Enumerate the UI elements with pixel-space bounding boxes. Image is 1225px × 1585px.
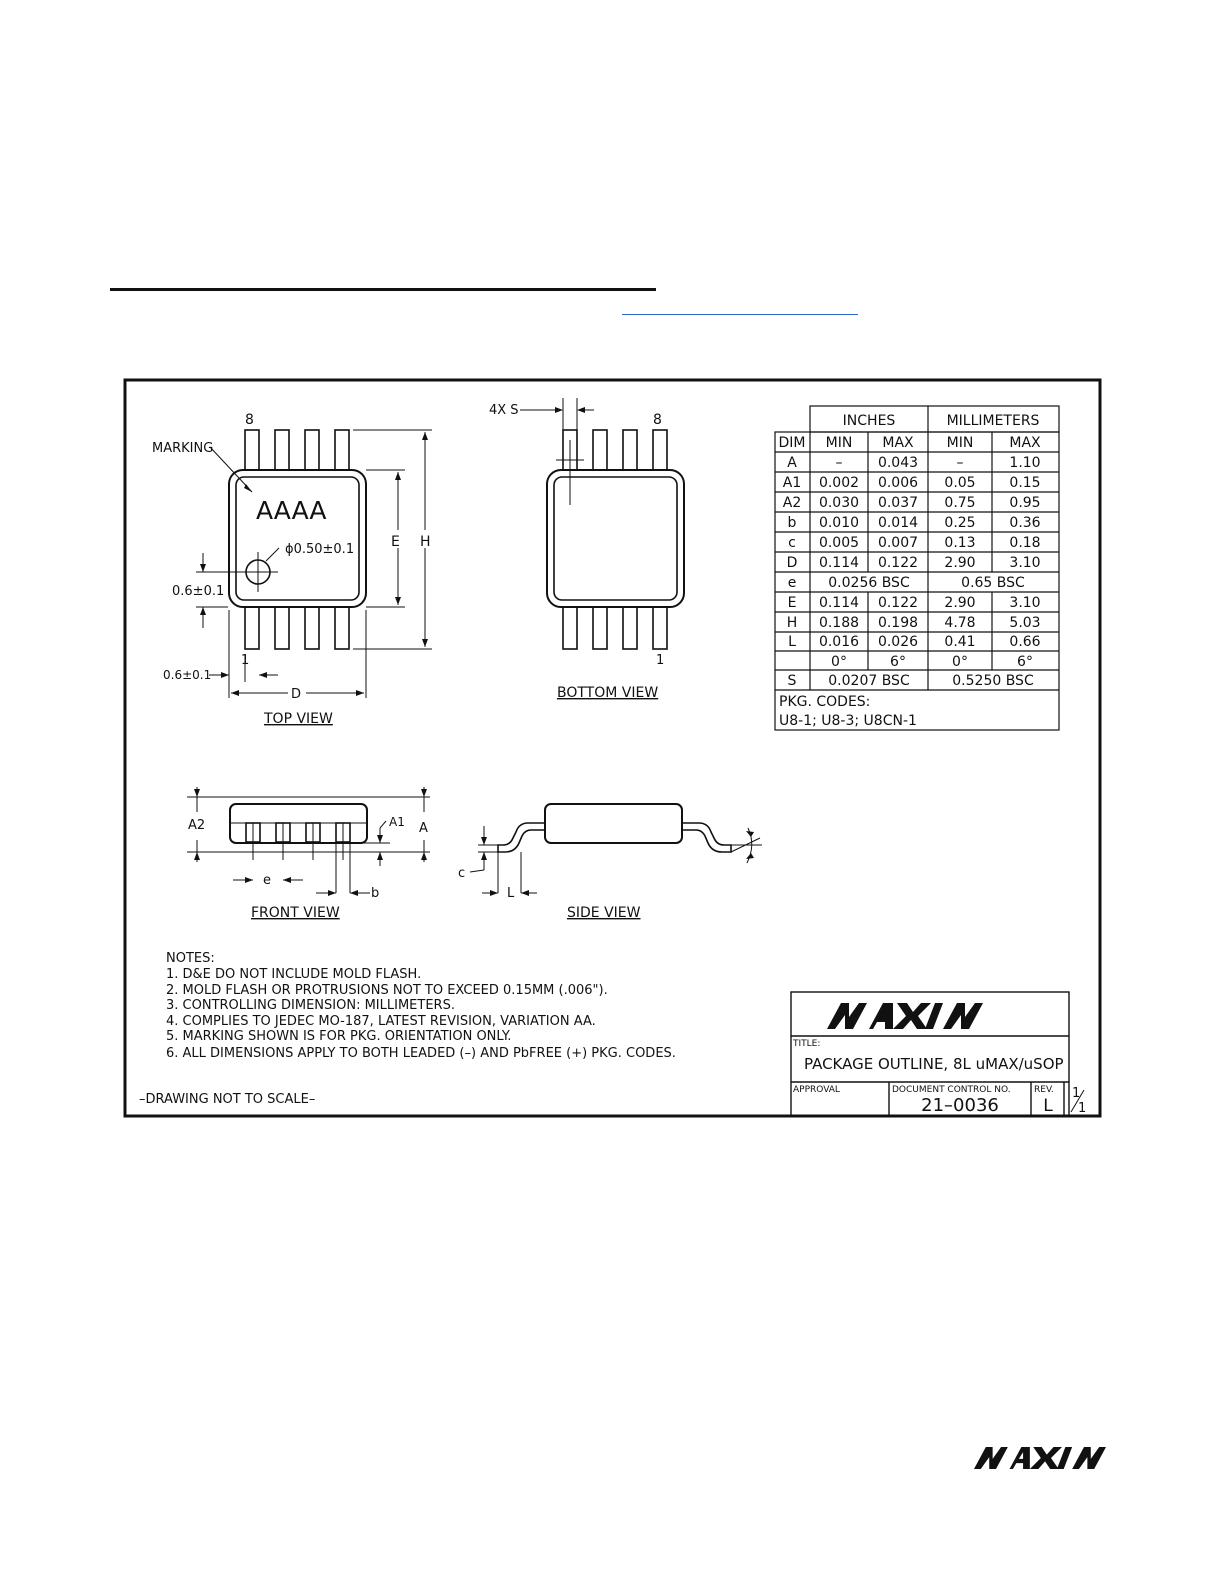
table-cell: E <box>787 595 797 611</box>
table-cell: 0.014 <box>877 515 919 531</box>
table-cell: 0.002 <box>818 475 860 491</box>
table-cell: A2 <box>782 495 802 511</box>
dim-b-label: b <box>371 886 380 901</box>
dim-L-label: L <box>507 886 515 901</box>
pkg-codes: U8-1; U8-3; U8CN-1 <box>779 713 917 729</box>
table-cell: 0.41 <box>944 634 976 650</box>
table-cell: 0.010 <box>818 515 860 531</box>
table-cell: 0.005 <box>818 535 860 551</box>
drawing-scale-note: –DRAWING NOT TO SCALE– <box>139 1092 316 1107</box>
marking-text: AAAA <box>256 496 327 525</box>
table-cell: 4.78 <box>944 615 976 631</box>
table-cell: A <box>787 455 797 471</box>
doc-control-label: DOCUMENT CONTROL NO. <box>892 1085 1011 1095</box>
table-cell: D <box>786 555 798 571</box>
dim-A2-label: A2 <box>188 818 206 833</box>
table-group-inches: INCHES <box>842 413 896 429</box>
pin-8-label: 8 <box>245 412 254 428</box>
note-4: 4. COMPLIES TO JEDEC MO-187, LATEST REVISION, VARIATION AA. <box>166 1014 596 1029</box>
table-header-cell: MIN <box>946 435 974 451</box>
table-cell: 0.66 <box>1009 634 1041 650</box>
approval-label: APPROVAL <box>793 1085 840 1095</box>
dim-D-label: D <box>291 687 302 702</box>
notes <box>139 951 676 1107</box>
table-cell: 3.10 <box>1009 555 1041 571</box>
top-view <box>196 430 432 698</box>
bottom-view-caption: BOTTOM VIEW <box>557 685 659 701</box>
side-view <box>470 804 762 893</box>
footer-maxim-logo <box>970 1447 1110 1469</box>
table-cell: 0° <box>952 654 968 670</box>
table-cell: 0.15 <box>1009 475 1041 491</box>
table-cell: 0.36 <box>1009 515 1041 531</box>
table-cell: – <box>835 455 843 471</box>
table-row-s-inches: 0.0207 BSC <box>828 673 910 689</box>
front-view <box>187 787 430 893</box>
horizontal-offset-label: 0.6±0.1 <box>163 668 212 682</box>
table-cell: 0.75 <box>944 495 976 511</box>
side-view-caption: SIDE VIEW <box>567 905 641 921</box>
table-cell: 6° <box>890 654 906 670</box>
maxim-logo <box>827 1003 983 1029</box>
table-cell: 0.188 <box>818 615 860 631</box>
table-cell: 0.114 <box>818 555 860 571</box>
table-group-mm: MILLIMETERS <box>946 413 1040 429</box>
bottom-view <box>520 398 684 649</box>
dim-e-label: e <box>263 873 271 888</box>
table-cell: 0.122 <box>877 595 919 611</box>
bottom-pin-8-label: 8 <box>653 412 662 428</box>
table-cell: 6° <box>1017 654 1033 670</box>
pkg-codes-label: PKG. CODES: <box>779 694 871 710</box>
title-label: TITLE: <box>793 1039 821 1049</box>
table-cell: 3.10 <box>1009 595 1041 611</box>
table-cell: L <box>788 634 796 650</box>
table-row-e-inches: 0.0256 BSC <box>828 575 910 591</box>
bottom-pin-1-label: 1 <box>656 653 665 668</box>
marking-label: MARKING <box>152 441 214 456</box>
note-3: 3. CONTROLLING DIMENSION: MILLIMETERS. <box>166 998 455 1013</box>
note-6: 6. ALL DIMENSIONS APPLY TO BOTH LEADED (–) AND PbFREE (+) PKG. CODES. <box>166 1046 676 1061</box>
table-cell: 0.18 <box>1009 535 1041 551</box>
table-cell: 0.007 <box>877 535 919 551</box>
note-5: 5. MARKING SHOWN IS FOR PKG. ORIENTATION ONLY. <box>166 1029 512 1044</box>
vertical-offset-label: 0.6±0.1 <box>172 584 225 599</box>
table-header-cell: MAX <box>1009 435 1041 451</box>
rev-value: L <box>1043 1096 1053 1116</box>
sheet-count: 1 <box>1078 1101 1087 1116</box>
dim-A1-label: A1 <box>389 815 405 829</box>
dim-H-label: H <box>420 534 431 550</box>
table-header-cell: DIM <box>778 435 806 451</box>
table-header-cell: MAX <box>882 435 914 451</box>
note-1: 1. D&E DO NOT INCLUDE MOLD FLASH. <box>166 967 422 982</box>
table-cell: 0.05 <box>944 475 976 491</box>
rev-label: REV. <box>1034 1085 1054 1095</box>
top-view-caption: TOP VIEW <box>264 711 333 727</box>
table-cell: c <box>788 535 796 551</box>
table-cell: 0.25 <box>944 515 976 531</box>
dimension-table <box>775 406 1059 730</box>
table-cell: 1.10 <box>1009 455 1041 471</box>
pin-1-label: 1 <box>241 653 250 668</box>
table-cell: 0.95 <box>1009 495 1041 511</box>
table-cell: 2.90 <box>944 595 976 611</box>
table-row-e-mm: 0.65 BSC <box>961 575 1025 591</box>
table-cell: 0.006 <box>877 475 919 491</box>
table-cell: 5.03 <box>1009 615 1041 631</box>
drawing-title: PACKAGE OUTLINE, 8L uMAX/uSOP <box>804 1055 1064 1073</box>
dim-A-label: A <box>419 821 428 836</box>
table-cell: 0.198 <box>877 615 919 631</box>
sheet-number: 1 <box>1072 1086 1081 1101</box>
front-view-caption: FRONT VIEW <box>251 905 340 921</box>
hole-dimension: ϕ0.50±0.1 <box>285 542 355 557</box>
table-cell: 0.030 <box>818 495 860 511</box>
table-cell: 2.90 <box>944 555 976 571</box>
table-cell: 0.122 <box>877 555 919 571</box>
table-cell: H <box>786 615 798 631</box>
table-header-cell: MIN <box>825 435 853 451</box>
table-cell: 0.026 <box>877 634 919 650</box>
dim-c-label: c <box>458 866 466 881</box>
table-cell: 0° <box>831 654 847 670</box>
table-cell: 0.016 <box>818 634 860 650</box>
dim-4x-s-label: 4X S <box>489 403 519 418</box>
table-cell: 0.114 <box>818 595 860 611</box>
dim-E-label: E <box>391 534 400 550</box>
note-2: 2. MOLD FLASH OR PROTRUSIONS NOT TO EXCEED 0.15MM (.006"). <box>166 983 608 998</box>
bottom-view-arrows <box>555 407 585 413</box>
table-row-s-mm: 0.5250 BSC <box>952 673 1034 689</box>
table-cell: 0.037 <box>877 495 919 511</box>
table-row-s-dim: S <box>787 673 797 689</box>
table-row-e-dim: e <box>787 575 797 591</box>
table-cell: b <box>787 515 797 531</box>
doc-control-number: 21–0036 <box>921 1095 999 1116</box>
title-block <box>791 992 1086 1116</box>
table-cell: 0.043 <box>877 455 919 471</box>
table-cell: 0.13 <box>944 535 976 551</box>
table-cell: – <box>956 455 964 471</box>
notes-heading: NOTES: <box>166 951 215 966</box>
table-cell: A1 <box>782 475 802 491</box>
